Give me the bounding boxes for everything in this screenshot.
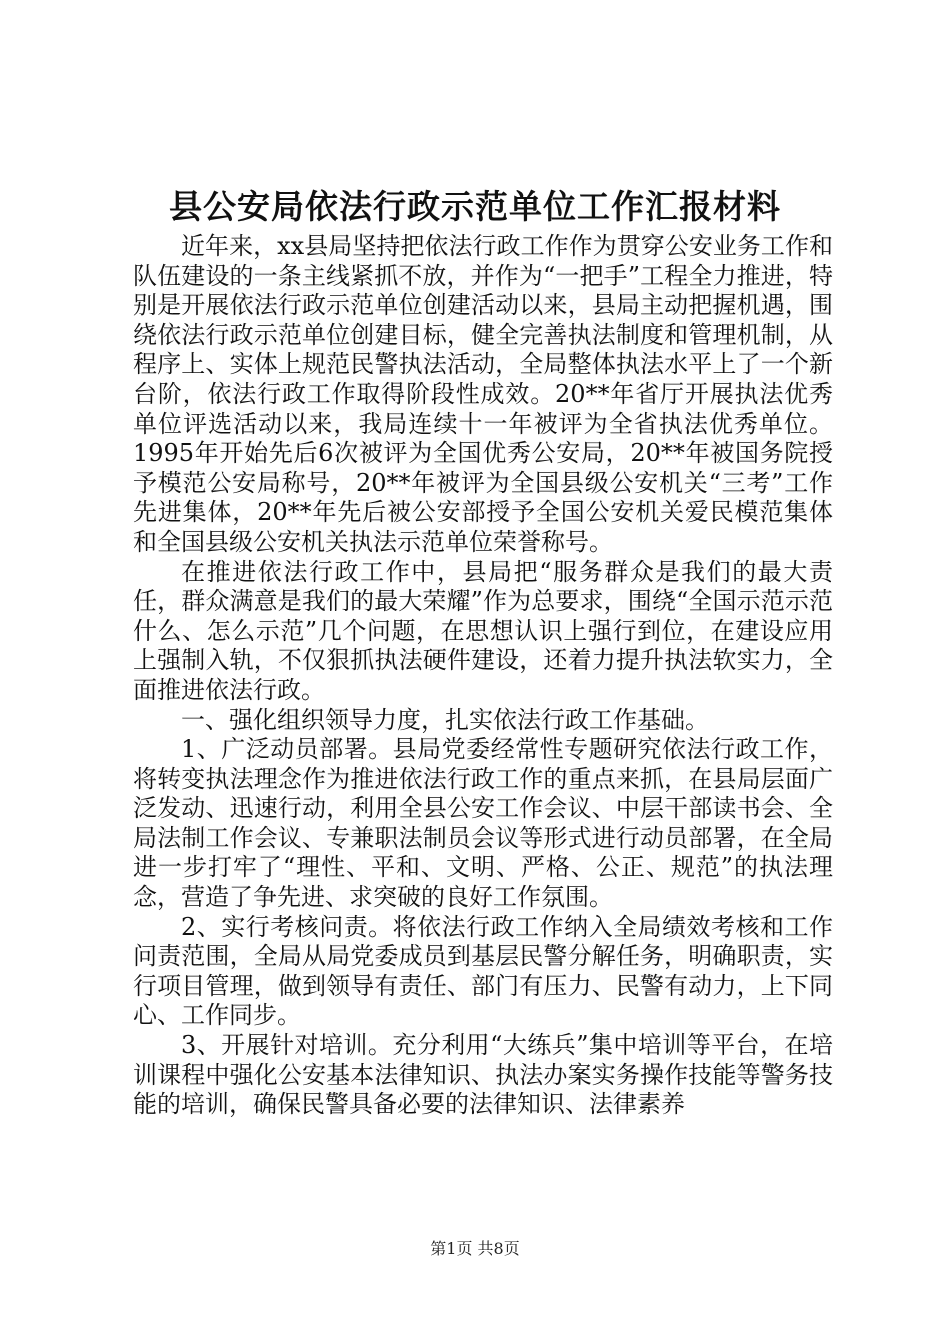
document-body <box>133 232 833 1120</box>
paragraph-item-1: 1、广泛动员部署。县局党委经常性专题研究依法行政工作，将转变执法理念作为推进依法行政工作的重点来抓，在县局层面广泛发动、迅速行动，利用全县公安工作会议、中层干部读书会、全局法制工作会议、专兼职法制员会议等形式进行动员部署，在全局进一步打牢了“理性、平和、文明、严格、公正、规范”的执法理念，营造了争先进、求突破的良好工作氛围。 <box>133 735 833 912</box>
paragraph-intro: 近年来，xx县局坚持把依法行政工作作为贯穿公安业务工作和队伍建设的一条主线紧抓不放，并作为“一把手”工程全力推进，特别是开展依法行政示范单位创建活动以来，县局主动把握机遇，围绕依法行政示范单位创建目标，健全完善执法制度和管理机制，从程序上、实体上规范民警执法活动，全局整体执法水平上了一个新台阶，依法行政工作取得阶段性成效。20**年省厅开展执法优秀单位评选活动以来，我局连续十一年被评为全省执法优秀单位。1995年开始先后6次被评为全国优秀公安局，20**年被国务院授予模范公安局称号，20**年被评为全国县级公安机关“三考”工作先进集体，20**年先后被公安部授予全国公安机关爱民模范集体和全国县级公安机关执法示范单位荣誉称号。 <box>133 232 833 556</box>
section-heading-1: 一、强化组织领导力度，扎实依法行政工作基础。 <box>181 705 709 734</box>
page-footer: 第1页 共8页 <box>430 1239 520 1258</box>
paragraph-item-2: 2、实行考核问责。将依法行政工作纳入全局绩效考核和工作问责范围，全局从局党委成员到基层民警分解任务，明确职责，实行项目管理，做到领导有责任、部门有压力、民警有动力，上下同心、工作同步。 <box>133 912 833 1030</box>
document-title: 县公安局依法行政示范单位工作汇报材料 <box>169 187 781 226</box>
paragraph-approach: 在推进依法行政工作中，县局把“服务群众是我们的最大责任，群众满意是我们的最大荣耀”作为总要求，围绕“全国示范示范什么、怎么示范”几个问题，在思想认识上强行到位，在建设应用上强制入轨，不仅狠抓执法硬件建设，还着力提升执法软实力，全面推进依法行政。 <box>133 557 833 704</box>
paragraph-item-3: 3、开展针对培训。充分利用“大练兵”集中培训等平台，在培训课程中强化公安基本法律知识、执法办案实务操作技能等警务技能的培训，确保民警具备必要的法律知识、法律素养 <box>133 1031 833 1119</box>
